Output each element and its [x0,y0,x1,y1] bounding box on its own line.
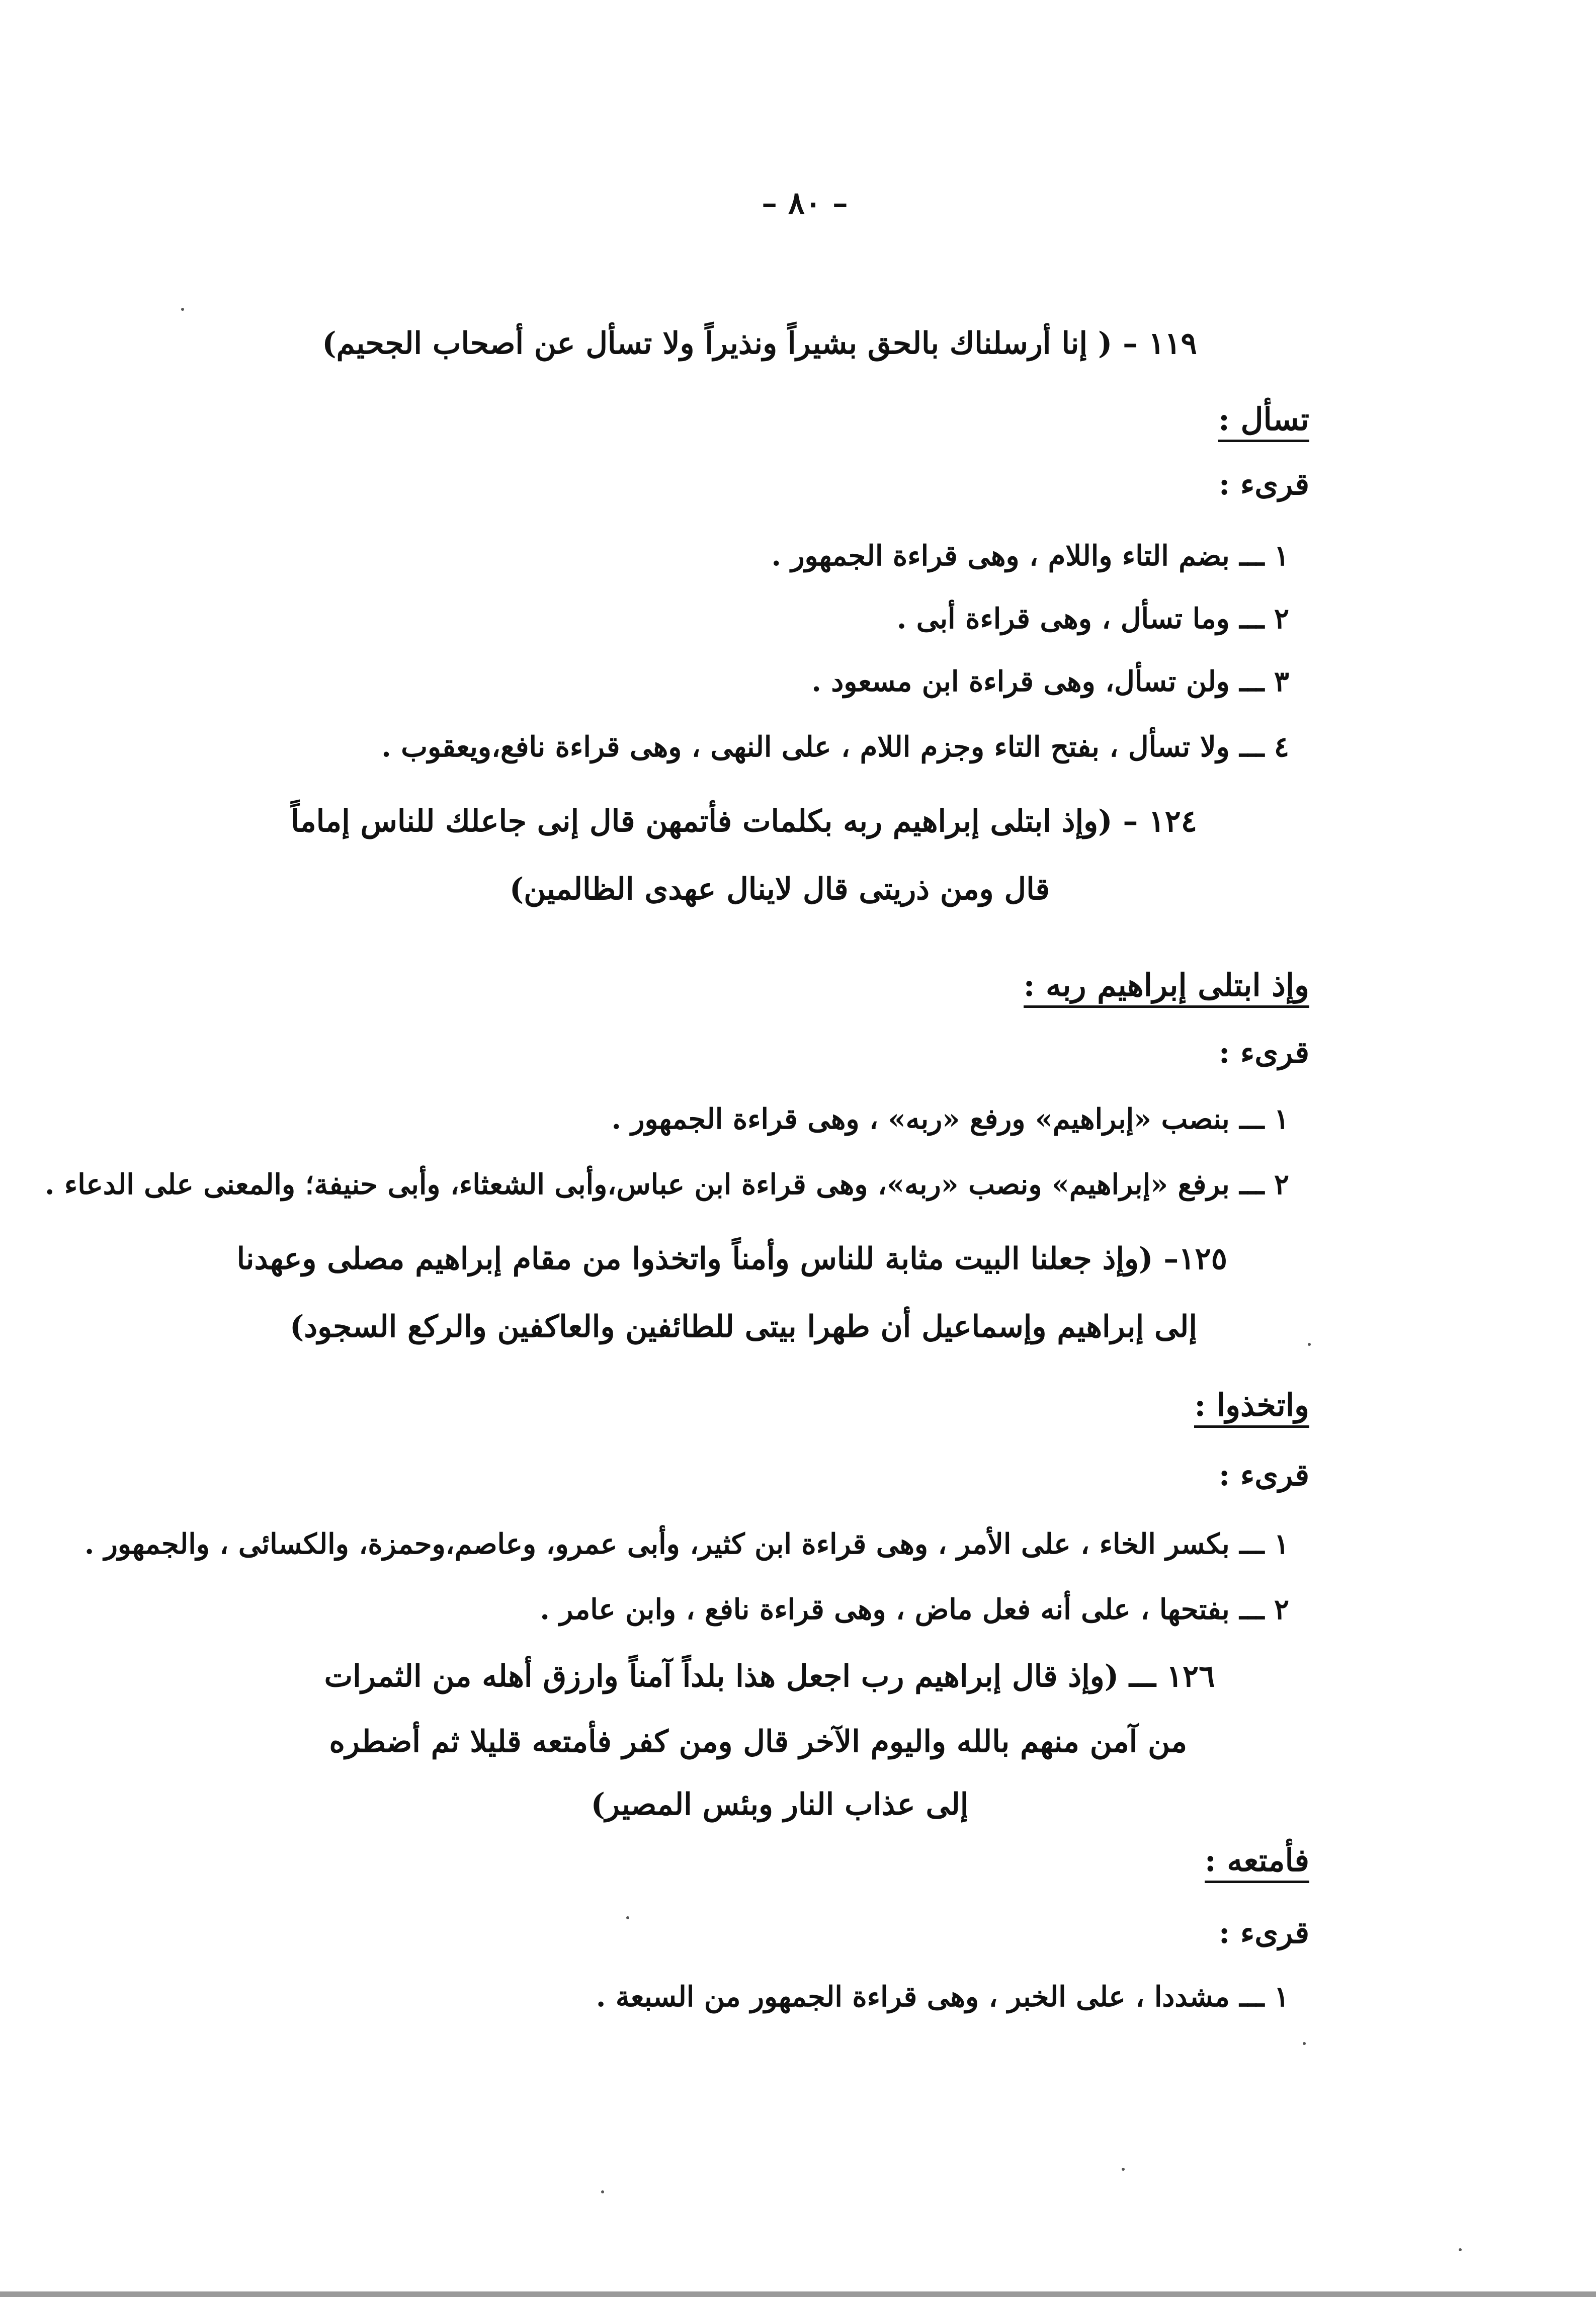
reading-item: ١ ـــ مشددا ، على الخبر ، وهى قراءة الجمهور من السبعة . [596,1980,1289,2013]
reading-item: ٤ ـــ ولا تسأل ، بفتح التاء وجزم اللام ، على النهى ، وهى قراءة نافع،ويعقوب . [381,730,1289,763]
scan-speck [1303,2042,1306,2045]
reading-item: ١ ـــ بنصب «إبراهيم» ورفع «ربه» ، وهى قراءة الجمهور . [611,1102,1289,1136]
scan-speck [1308,1343,1311,1346]
qurie-label: قرىء : [1219,1458,1309,1493]
qurie-label: قرىء : [1219,1035,1309,1070]
scan-speck [1459,2248,1462,2251]
qurie-label: قرىء : [1219,467,1309,502]
word-heading-tasal: تسأل : [1218,402,1309,442]
word-heading-ibtala: وإذ ابتلى إبراهيم ربه : [1024,968,1309,1008]
qurie-label: قرىء : [1219,1915,1309,1950]
page-number: – ٨٠ – [762,185,848,221]
verse-125-line-1: ١٢٥– (وإذ جعلنا البيت مثابة للناس وأمناً واتخذوا من مقام إبراهيم مصلى وعهدنا [236,1241,1227,1277]
scan-speck [181,308,184,311]
verse-125-line-2: إلى إبراهيم وإسماعيل أن طهرا بيتى للطائفين والعاكفين والركع السجود) [289,1309,1197,1344]
reading-item: ٢ ـــ برفع «إبراهيم» ونصب «ربه»، وهى قراءة ابن عباس،وأبى الشعثاء، وأبى حنيفة؛ والمعنى على الدعاء . [44,1168,1289,1201]
word-heading-faumattiuhu: فأمتعه : [1205,1843,1309,1883]
verse-126-line-3: إلى عذاب النار وبئس المصير) [591,1787,969,1822]
word-heading-ittakhidhu: واتخذوا : [1194,1388,1309,1428]
verse-126-line-1: ١٢٦ ـــ (وإذ قال إبراهيم رب اجعل هذا بلداً آمناً وارزق أهله من الثمرات [324,1659,1215,1694]
reading-item: ١ ـــ بكسر الخاء ، على الأمر ، وهى قراءة ابن كثير، وأبى عمرو، وعاصم،وحمزة، والكسائى ، والجمهور . [84,1527,1289,1561]
reading-item: ٢ ـــ وما تسأل ، وهى قراءة أبى . [896,602,1289,635]
scan-speck [626,1916,629,1919]
reading-item: ١ ـــ بضم التاء واللام ، وهى قراءة الجمهور . [771,539,1289,572]
verse-124-line-1: ١٢٤ – (وإذ ابتلى إبراهيم ربه بكلمات فأتمهن قال إنى جاعلك للناس إماماً [291,804,1197,839]
reading-item: ٣ ـــ ولن تسأل، وهى قراءة ابن مسعود . [811,665,1289,698]
verse-124-line-2: قال ومن ذريتى قال لاينال عهدى الظالمين) [509,872,1050,907]
page-bottom-edge [0,2291,1596,2297]
scan-speck [1122,2168,1125,2171]
verse-119: ١١٩ – ( إنا أرسلناك بالحق بشيراً ونذيراً ولا تسأل عن أصحاب الجحيم) [322,326,1197,361]
scan-speck [601,2190,604,2193]
verse-126-line-2: من آمن منهم بالله واليوم الآخر قال ومن كفر فأمتعه قليلا ثم أضطره [329,1724,1187,1759]
reading-item: ٢ ـــ بفتحها ، على أنه فعل ماض ، وهى قراءة نافع ، وابن عامر . [540,1593,1289,1626]
